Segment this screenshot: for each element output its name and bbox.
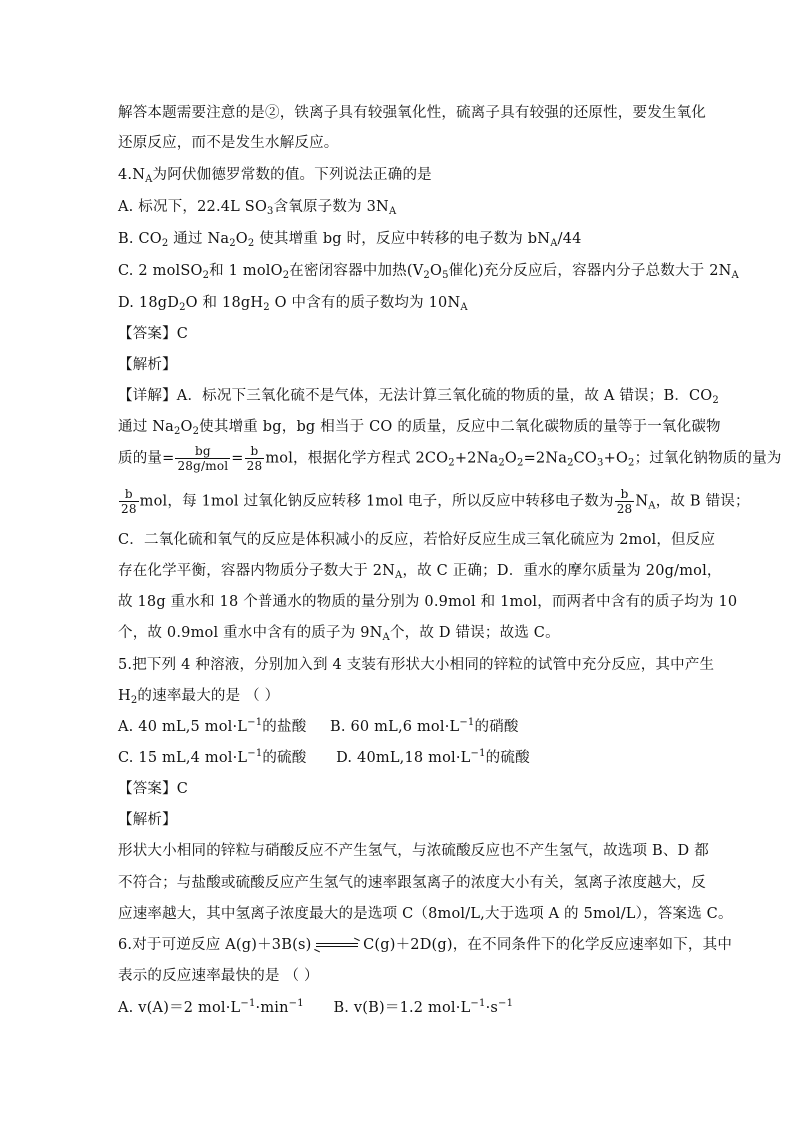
q4-detail-line-2: 通过 $Na_2O_2$使其增重 bg，bg 相当于 CO 的质量，反应中二氧化碳物质的量等于一氧化碳物: [118, 419, 721, 437]
q4-option-d: D. $18gD_2O$ 和 $18gH_2$ O 中含有的质子数均为 $10N_A$: [118, 295, 468, 313]
q5-stem-line-2: $H_2$的速率最大的是 （ ）: [118, 688, 280, 706]
q6-option-b: B. v(B)＝1.2 $mol\cdot L^{-1}\cdot s^{-1}$: [333, 998, 514, 1016]
q6-option-a: A. v(A)＝2 $mol\cdot L^{-1}\cdot\min^{-1}$: [118, 998, 304, 1016]
q4-detail-line-7: 故 18g 重水和 18 个普通水的物质的量分别为 0.9mol 和 1mol，而两者中含有的质子均为 10: [118, 594, 738, 610]
q5-option-c: C. 15 mL,4 $mol\cdot L^{-1}$的硫酸: [118, 748, 307, 766]
q4-detail-line-3: 质的量= $\frac{bg}{\text{28g/mol}}$ = $\frac{b}{28}$ mol，根据化学方程式 $2CO_2+2Na_2O_2=2Na_2CO_3+O_2$；过氧化钠物质的量为: [118, 444, 782, 473]
q5-analysis-heading: 【解析】: [118, 812, 177, 828]
q5-option-b: B. 60 mL,6 $mol\cdot L^{-1}$的硝酸: [330, 717, 519, 735]
intro-line-2: 还原反应，而不是发生水解反应。: [118, 135, 339, 151]
q6-stem-line-2: 表示的反应速率最快的是 （ ）: [118, 968, 319, 984]
fraction-b-over-28: $\frac{b}{28}$: [246, 444, 263, 473]
q4-detail-line-6: 存在化学平衡，容器内物质分子数大于 $2N_A$，故 C 正确；D．重水的摩尔质量为 20g/mol，: [118, 563, 722, 581]
q4-answer: 【答案】C: [118, 326, 189, 342]
equilibrium-arrow-icon: [316, 940, 358, 950]
q5-answer: 【答案】C: [118, 781, 189, 797]
q4-option-a: A. 标况下，22.4L $SO_3$含氧原子数为 $3N_A$: [118, 199, 397, 217]
q6-stem-line-1: 6.对于可逆反应 A(g)＋3B(s) C(g)＋2D(g)，在不同条件下的化学反应速率如下，其中: [118, 937, 733, 953]
q4-option-b: B. $CO_2$ 通过 $Na_2O_2$ 使其增重 bg 时，反应中转移的电子数为 $bN_A/44$: [118, 231, 582, 249]
fraction-b-over-28: $\frac{b}{28}$: [121, 487, 137, 516]
q4-detail-line-5: C．二氧化硫和氧气的反应是体积减小的反应，若恰好反应生成三氧化硫应为 2mol，但反应: [118, 532, 716, 548]
q5-explanation-line-3: 应速率越大，其中氢离子浓度最大的是选项 C（8mol/L,大于选项 A 的 5mol/L），答案选 C。: [118, 906, 733, 922]
q5-option-a: A. 40 mL,5 $mol\cdot L^{-1}$的盐酸: [118, 717, 307, 735]
q6-options-ab: [118, 998, 513, 1018]
q4-stem: $4.N_A$为阿伏伽德罗常数的值。下列说法正确的是: [118, 167, 432, 185]
q5-option-d: D. 40mL,18 $mol\cdot L^{-1}$的硫酸: [336, 748, 530, 766]
fraction-b-over-28: $\frac{b}{28}$: [616, 487, 633, 516]
q5-explanation-line-1: 形状大小相同的锌粒与硝酸反应不产生氢气，与浓硫酸反应也不产生氢气，故选项 B、D 都: [118, 843, 709, 859]
q4-detail-line-8: 个，故 0.9mol 重水中含有的质子为 $9N_A$个，故 D 错误；故选 C。: [118, 625, 560, 643]
q5-options-ab: [118, 717, 519, 737]
q4-detail-line-1: 【详解】A．标况下三氧化硫不是气体，无法计算三氧化硫的物质的量，故 A 错误；B．$CO_2$: [118, 388, 719, 406]
q4-analysis-heading: 【解析】: [118, 357, 177, 373]
q4-detail-line-4: $\frac{b}{28}$ mol，每 1mol 过氧化钠反应转移 1mol 电子，所以反应中转移电子数为 $\frac{b}{28}$ $N_A$，故 B 错误；: [121, 487, 750, 516]
intro-line-1: 解答本题需要注意的是②，铁离子具有较强氧化性，硫离子具有较强的还原性，要发生氧化: [118, 105, 706, 121]
q5-stem-line-1: 5.把下列 4 种溶液，分别加入到 4 支装有形状大小相同的锌粒的试管中充分反应，其中产生: [118, 657, 715, 673]
q5-explanation-line-2: 不符合；与盐酸或硫酸反应产生氢气的速率跟氢离子的浓度大小有关，氢离子浓度越大，反: [118, 875, 706, 891]
q5-options-cd: [118, 748, 530, 768]
q4-option-c: C. 2 molSO$_2$和 1 molO$_2$在密闭容器中加热($V_2O_5$催化)充分反应后，容器内分子总数大于 $2N_A$: [118, 263, 739, 281]
fraction-bg-over-molar-mass: $\frac{bg}{\text{28g/mol}}$: [177, 444, 229, 473]
